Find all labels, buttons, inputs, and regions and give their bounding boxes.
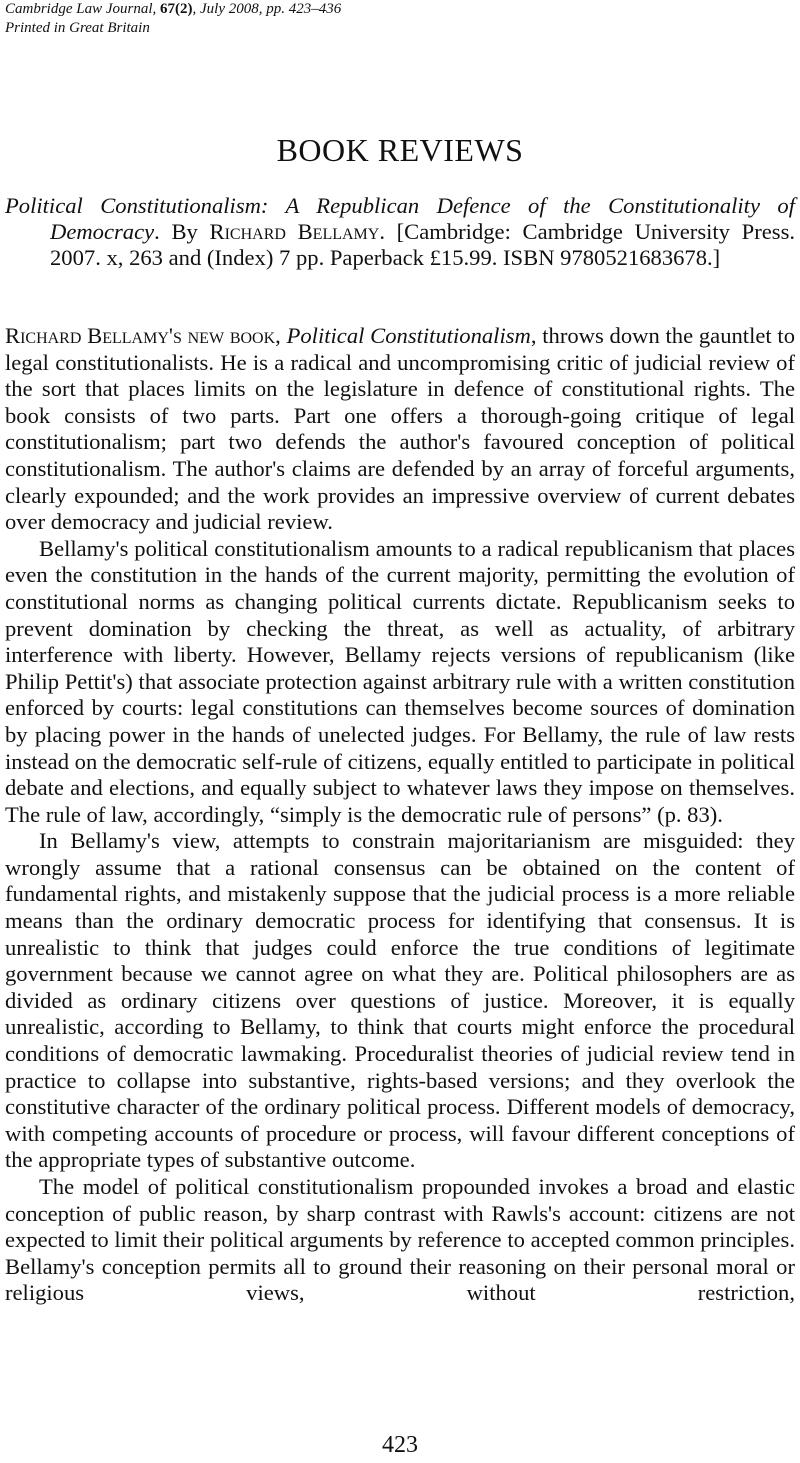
review-body — [5, 323, 795, 1307]
citation-details: . [Cambridge: Cambridge University Press. 2007. x, 263 and (Index) 7 pp. Paperback £15.99. ISBN 9780521683678.] — [50, 219, 796, 270]
paragraph-1 — [5, 323, 795, 536]
paragraph-1-rest: , throws down the gauntlet to legal constitutionalists. He is a radical and uncompromising critic of judicial review of the sort that places limits on the legislature in defence of constitutional rights. The book consists of two parts. Part one offers a thorough-going critique of legal constitutionalism; part two defends the author's favoured conception of political constitutionalism. The author's claims are defended by an array of forceful arguments, clearly expounded; and the work provides an impressive overview of current debates over democracy and judicial review. — [5, 323, 795, 535]
printed-line: Printed in Great Britain — [5, 20, 150, 36]
book-author: Richard Bellamy — [209, 219, 380, 244]
paragraph-1-lead: Richard Bellamy's new book, — [5, 323, 281, 348]
running-header — [5, 0, 341, 38]
page-number: 423 — [382, 1432, 418, 1458]
book-title: Political Constitutionalism: A Republican Defence of the Constitutionality of Democracy — [5, 193, 795, 244]
paragraph-1-title: Political Constitutionalism — [286, 323, 531, 348]
journal-volume: 67(2) — [160, 1, 193, 17]
paragraph-4: The model of political constitutionalism propounded invokes a broad and elastic conception of public reason, by sharp contrast with Rawls's account: citizens are not expected to limit their political arguments by reference to accepted common principles. Bellamy's conception permits all to ground their reasoning on their personal moral or religious views, without restriction, — [5, 1174, 795, 1306]
citation-by: . By — [154, 219, 210, 244]
paragraph-3: In Bellamy's view, attempts to constrain majoritarianism are misguided: they wrongly assume that a rational consensus can be obtained on the content of fundamental rights, and mistakenly suppose that the judicial process is a more reliable means than the ordinary democratic process for identifying that consensus. It is unrealistic to think that judges could enforce the true conditions of legitimate government because we cannot agree on what they are. Political philosophers are as divided as ordinary citizens over questions of justice. Moreover, it is equally unrealistic, according to Bellamy, to think that courts might enforce the procedural conditions of democratic lawmaking. Proceduralist theories of judicial review tend in practice to collapse into substantive, rights-based versions; and they overlook the constitutive character of the ordinary political process. Different models of democracy, with competing accounts of procedure or process, will favour different conceptions of the appropriate types of substantive outcome. — [5, 828, 795, 1173]
journal-line: Cambridge Law Journal, 67(2), July 2008, pp. 423–436 — [5, 1, 342, 17]
book-citation — [5, 193, 795, 271]
paragraph-2: Bellamy's political constitutionalism amounts to a radical republicanism that places even the constitution in the hands of the current majority, permitting the evolution of constitutional norms as changing political currents dictate. Republicanism seeks to prevent domination by checking the threat, as well as actuality, of arbitrary interference with liberty. However, Bellamy rejects versions of republicanism (like Philip Pettit's) that associate protection against arbitrary rule with a written constitution enforced by courts: legal constitutions can themselves become sources of domination by placing power in the hands of unelected judges. For Bellamy, the rule of law rests instead on the democratic self-rule of citizens, equally entitled to participate in political debate and elections, and equally subject to whatever laws they impose on themselves. The rule of law, accordingly, “simply is the democratic rule of persons” (p. 83). — [5, 535, 795, 827]
section-title: BOOK REVIEWS — [276, 132, 524, 168]
journal-name: Cambridge Law Journal — [5, 1, 153, 17]
journal-date-pages: , July 2008, pp. 423–436 — [192, 1, 342, 17]
